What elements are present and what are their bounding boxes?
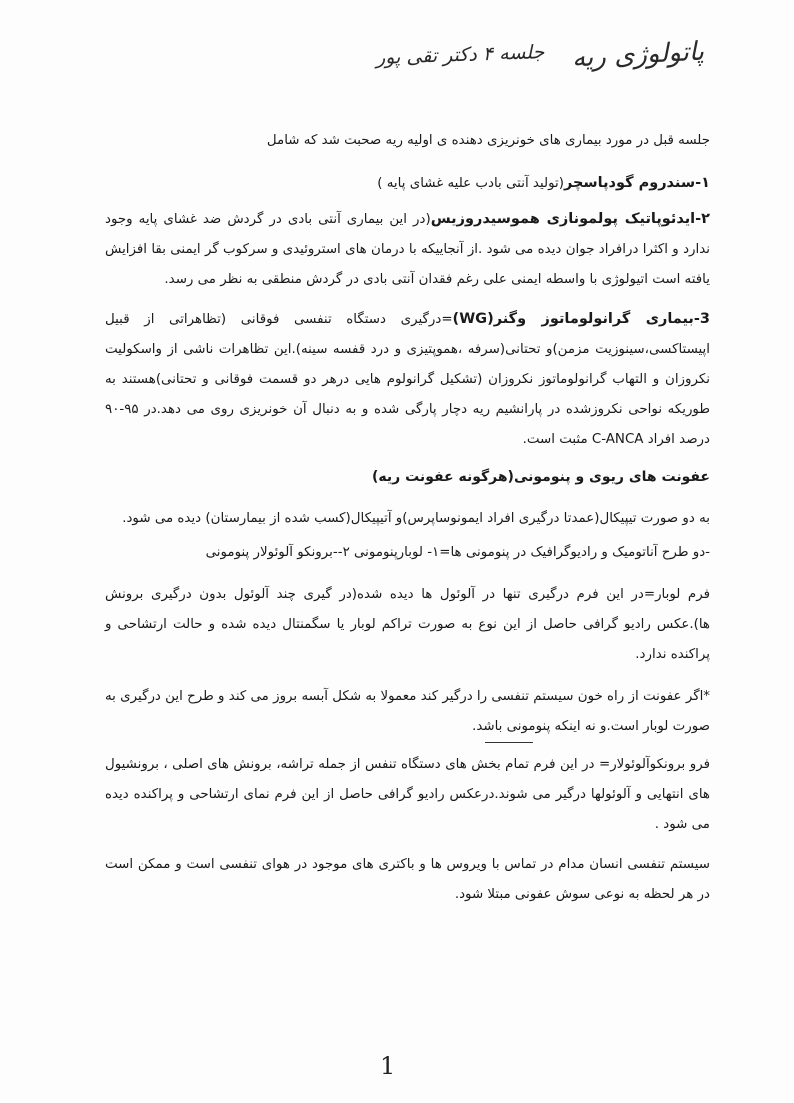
item-wegener-lead: 3-بیماری گرانولوماتوز وگنر(WG)	[452, 311, 710, 327]
blood-route-paragraph: *اگر عفونت از راه خون سیستم تنفسی را درگیر کند معمولا به شکل آبسه بروز می کند و طرح این درگیری به صورت لوبار است.و نه اینکه پنومونی باشد.	[105, 689, 710, 734]
item-goodpasture-lead: ۱-سندروم گودپاسچر	[563, 175, 710, 191]
respiratory-exposure-paragraph: سیستم تنفسی انسان مدام در تماس با ویروس ها و باکتری های موجود در هوای تنفسی است و ممکن است در هر لحظه به نوعی سوش عفونی مبتلا شود.	[105, 857, 710, 902]
infections-heading: عفونت های ریوی و پنومونی(هرگونه عفونت ریه)	[372, 469, 710, 485]
underline-mark	[485, 742, 533, 743]
item-wegener	[105, 304, 710, 455]
bronchoalveolar-paragraph: فرو برونکوآلوئولار= در این فرم تمام بخش های دستگاه تنفس از جمله تراشه، برونش های اصلی ، برونشیول های انتهایی و آلوئولها درگیر می شوند.درعکس رادیو گرافی حاصل از این فرم نمای ارتشاحی و پراکنده دیده می شود .	[105, 757, 710, 832]
item-hemosiderosis-lead: ۲-ایدئوپاتیک پولمونازی هموسیدروزیس	[430, 211, 710, 227]
page-number: 1	[380, 1052, 396, 1080]
lobar-form-paragraph: فرم لوبار=در این فرم درگیری تنها در آلوئول ها دیده شده(در گیری چند آلوئول بدون درگیری برونش ها).عکس رادیو گرافی حاصل از این نوع به صورت تراکم لوبار یا سگمنتال دیده شده و حالت ارتشاحی و پراکنده ندارد.	[105, 587, 710, 662]
item-goodpasture-text: (تولید آنتی بادب علیه غشای پایه )	[377, 176, 564, 191]
item-hemosiderosis-text: (در این بیماری آنتی بادی در گردش ضد غشای پایه وجود ندارد و اکثرا درافراد جوان دیده می شود .از آنجاییکه با درمان های استروئیدی و سرکوب گر ایمنی بقا افزایش یافته است اتیولوژی با واسطه ایمنی علی رغم فقدان آنتی بادی در گردش منطقی به نظر می رسد.	[105, 212, 710, 287]
item-hemosiderosis	[105, 204, 710, 295]
handwritten-session-note: جلسه ۴ دکتر تقی پور	[375, 41, 545, 69]
pneumonia-patterns-paragraph: -دو طرح آناتومیک و رادیوگرافیک در پنومونی ها=۱- لوبارپنومونی ۲--برونکو آلوئولار پنومونی	[205, 545, 710, 560]
intro-paragraph: جلسه قبل در مورد بیماری های خونریزی دهنده ی اولیه ریه صحبت شد که شامل	[266, 133, 710, 148]
pneumonia-types-paragraph: به دو صورت تیپیکال(عمدتا درگیری افراد ایمونوساپرس)و آتیپیکال(کسب شده از بیمارستان) دیده می شود.	[122, 511, 710, 526]
item-wegener-text: =درگیری دستگاه تنفسی فوقانی (تظاهراتی از قبیل اپیستاکسی،سینوزیت مزمن)و تحتانی(سرفه ،هموپتیزی و درد قفسه سینه).این تظاهرات ناشی از واسکولیت نکروزان و التهاب گرانولوماتوز نکروزان (تشکیل گرانولوم هایی درهر دو قسمت فوقانی و تحتانی)هستند به طوریکه نواحی نکروزشده در پارانشیم ریه دچار پارگی شده و به دنبال آن خونریزی روی می دهد.در ۹۵-۹۰ درصد افراد C-ANCA مثبت است.	[105, 312, 710, 447]
item-goodpasture	[105, 168, 710, 199]
handwritten-title: پاتولوژی ریه	[571, 36, 705, 74]
